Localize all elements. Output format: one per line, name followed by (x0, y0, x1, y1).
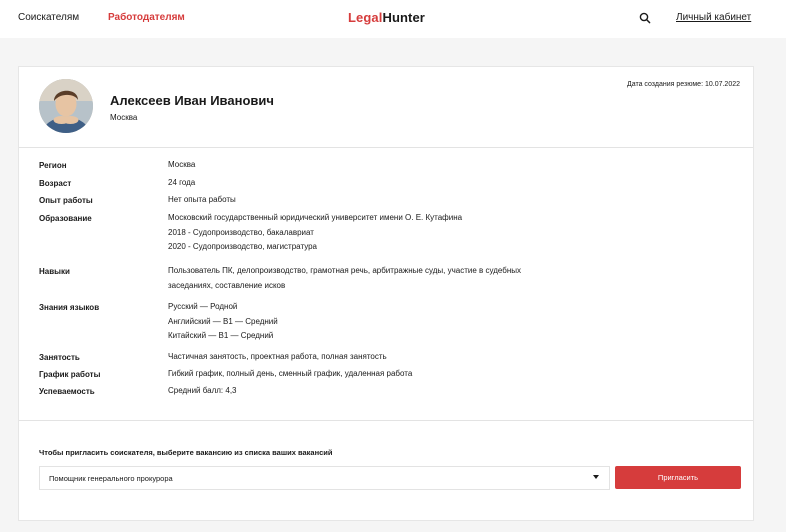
language-line: Русский — Родной (168, 302, 238, 311)
skills-line: заседаниях, составление исков (168, 280, 286, 290)
languages-value (168, 300, 608, 344)
search-icon[interactable] (639, 12, 651, 24)
age-label: Возраст (39, 179, 72, 188)
education-line: Московский государственный юридический университет имени О. Е. Кутафина (168, 213, 463, 222)
age-value-text: 24 года (168, 178, 196, 187)
vacancy-selected-value: Помощник генерального прокурора (49, 474, 173, 483)
candidate-city: Москва (110, 113, 138, 122)
education-line: 2020 - Судопроизводство, магистратура (168, 242, 318, 251)
employment-label: Занятость (39, 353, 80, 362)
performance-value (168, 384, 608, 399)
personal-cabinet-link[interactable]: Личный кабинет (676, 12, 752, 23)
invite-instructions: Чтобы пригласить соискателя, выберите вакансию из списка ваших вакансий (39, 448, 333, 457)
languages-label: Знания языков (39, 303, 100, 312)
resume-created-date: Дата создания резюме: 10.07.2022 (626, 81, 740, 88)
region-value (168, 158, 608, 173)
experience-label: Опыт работы (39, 196, 93, 205)
language-line: Китайский — В1 — Средний (168, 331, 274, 340)
profile-header (19, 67, 753, 147)
experience-value (168, 193, 608, 208)
invite-button[interactable]: Пригласить (615, 466, 741, 489)
logo-part-legal: Legal (348, 10, 383, 25)
site-header (0, 0, 786, 38)
logo-part-hunter: Hunter (382, 10, 425, 25)
schedule-label: График работы (39, 370, 101, 379)
performance-value-text: Средний балл: 4,3 (168, 386, 237, 395)
skills-line: Пользователь ПК, делопроизводство, грамотная речь, арбитражные суды, участие в судебных (168, 266, 522, 275)
performance-label: Успеваемость (39, 387, 95, 396)
nav-employers-link[interactable]: Работодателям (108, 12, 185, 23)
skills-value (168, 264, 608, 293)
vacancy-select[interactable] (39, 466, 610, 490)
resume-card (18, 66, 754, 521)
section-divider (19, 420, 753, 421)
language-line: Английский — В1 — Средний (168, 316, 278, 326)
education-value (168, 211, 608, 255)
employment-value (168, 350, 608, 365)
logo[interactable] (348, 10, 425, 25)
region-value-text: Москва (168, 160, 196, 169)
chevron-down-icon (593, 475, 599, 479)
schedule-value (168, 367, 608, 382)
avatar (39, 79, 93, 133)
candidate-name: Алексеев Иван Иванович (110, 93, 274, 108)
employment-value-text: Частичная занятость, проектная работа, полная занятость (168, 352, 387, 361)
avatar-photo (39, 79, 93, 133)
experience-value-text: Нет опыта работы (168, 195, 236, 204)
education-line: 2018 - Судопроизводство, бакалавриат (168, 227, 314, 237)
skills-label: Навыки (39, 267, 70, 276)
schedule-value-text: Гибкий график, полный день, сменный график, удаленная работа (168, 369, 413, 378)
section-divider (19, 147, 753, 148)
education-label: Образование (39, 214, 92, 223)
nav-seekers-link[interactable]: Соискателям (18, 12, 80, 23)
region-label: Регион (39, 161, 67, 170)
age-value (168, 176, 608, 191)
